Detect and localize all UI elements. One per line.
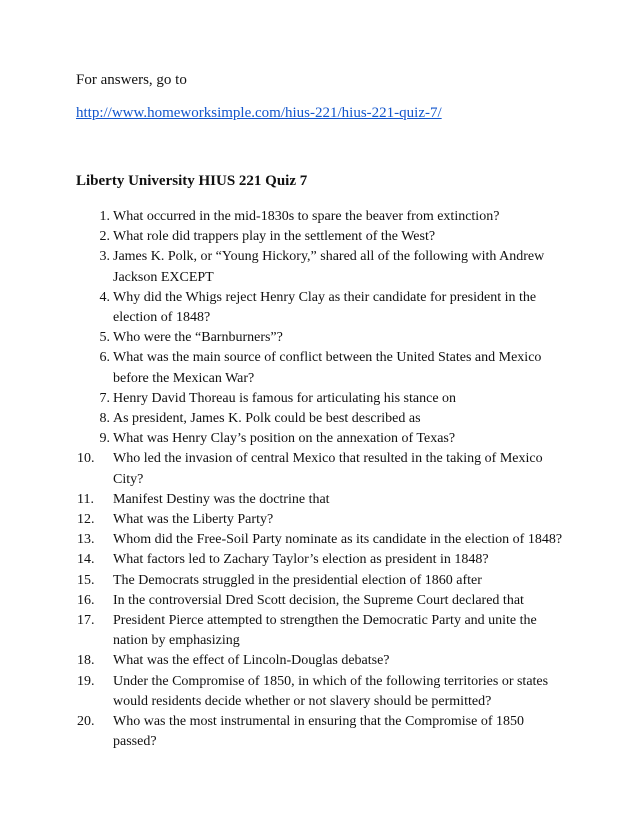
question-text: What was the effect of Lincoln-Douglas debatse?	[113, 653, 390, 669]
question-list	[76, 207, 566, 752]
intro-text: For answers, go to	[76, 72, 187, 88]
question-item	[76, 449, 566, 489]
question-text: James K. Polk, or “Young Hickory,” shared all of the following with Andrew Jackson EXCEPT	[113, 249, 545, 285]
question-number: 11.	[77, 491, 94, 507]
question-text: What occurred in the mid-1830s to spare the beaver from extinction?	[113, 209, 500, 224]
question-text: Manifest Destiny was the doctrine that	[113, 491, 330, 507]
question-item	[76, 591, 566, 611]
quiz-title: Liberty University HIUS 221 Quiz 7	[76, 173, 308, 189]
question-item	[76, 429, 566, 449]
question-text: What was Henry Clay’s position on the annexation of Texas?	[113, 431, 456, 447]
question-text: Who was the most instrumental in ensuring that the Compromise of 1850 passed?	[113, 714, 524, 750]
question-number: 12.	[77, 512, 95, 528]
question-text: What factors led to Zachary Taylor’s election as president in 1848?	[113, 552, 489, 568]
question-number: 9.	[99, 431, 110, 447]
question-item	[76, 348, 566, 388]
question-item	[76, 328, 566, 348]
question-text: What role did trappers play in the settlement of the West?	[113, 229, 436, 245]
question-item	[76, 247, 566, 287]
question-text: President Pierce attempted to strengthen the Democratic Party and unite the nation by emphasizing	[113, 613, 537, 649]
question-number: 6.	[99, 350, 110, 366]
question-text: Henry David Thoreau is famous for articulating his stance on	[113, 390, 457, 406]
question-number: 16.	[77, 592, 95, 608]
question-item	[76, 571, 566, 591]
question-text: What was the Liberty Party?	[113, 512, 274, 528]
question-number: 5.	[99, 330, 110, 346]
question-item	[76, 288, 566, 328]
question-text: As president, James K. Polk could be best described as	[113, 411, 421, 427]
question-item	[76, 227, 566, 247]
question-number: 3.	[99, 249, 110, 265]
question-text: Why did the Whigs reject Henry Clay as their candidate for president in the election of 1848?	[113, 289, 537, 326]
question-number: 1.	[99, 209, 110, 224]
question-item	[76, 672, 566, 712]
question-text: Whom did the Free-Soil Party nominate as its candidate in the election of 1848?	[113, 532, 563, 548]
question-number: 2.	[99, 229, 110, 245]
question-text: The Democrats struggled in the presidential election of 1860 after	[113, 572, 482, 588]
question-number: 17.	[77, 613, 95, 629]
question-number: 18.	[77, 653, 95, 669]
question-item	[76, 389, 566, 409]
question-number: 4.	[99, 289, 110, 305]
question-item	[76, 550, 566, 570]
question-number: 14.	[77, 552, 95, 568]
question-number: 20.	[77, 714, 95, 730]
question-number: 19.	[77, 673, 95, 689]
question-item	[76, 530, 566, 550]
question-item	[76, 409, 566, 429]
question-number: 13.	[77, 532, 95, 548]
answers-link[interactable]: http://www.homeworksimple.com/hius-221/hius-221-quiz-7/	[76, 105, 442, 121]
question-text: Under the Compromise of 1850, in which of the following territories or states would residents decide whether or not slavery should be permitted?	[113, 673, 549, 709]
question-text: Who led the invasion of central Mexico that resulted in the taking of Mexico City?	[113, 451, 543, 487]
question-number: 7.	[99, 390, 110, 406]
question-text: In the controversial Dred Scott decision, the Supreme Court declared that	[113, 592, 524, 608]
question-item	[76, 510, 566, 530]
question-item	[76, 207, 566, 227]
question-item	[76, 611, 566, 651]
question-item	[76, 712, 566, 752]
question-text: What was the main source of conflict between the United States and Mexico before the Mexican War?	[113, 350, 542, 386]
question-number: 10.	[77, 451, 95, 467]
question-number: 15.	[77, 572, 95, 588]
question-item	[76, 490, 566, 510]
question-text: Who were the “Barnburners”?	[113, 330, 283, 346]
question-number: 8.	[99, 411, 110, 427]
question-item	[76, 651, 566, 671]
